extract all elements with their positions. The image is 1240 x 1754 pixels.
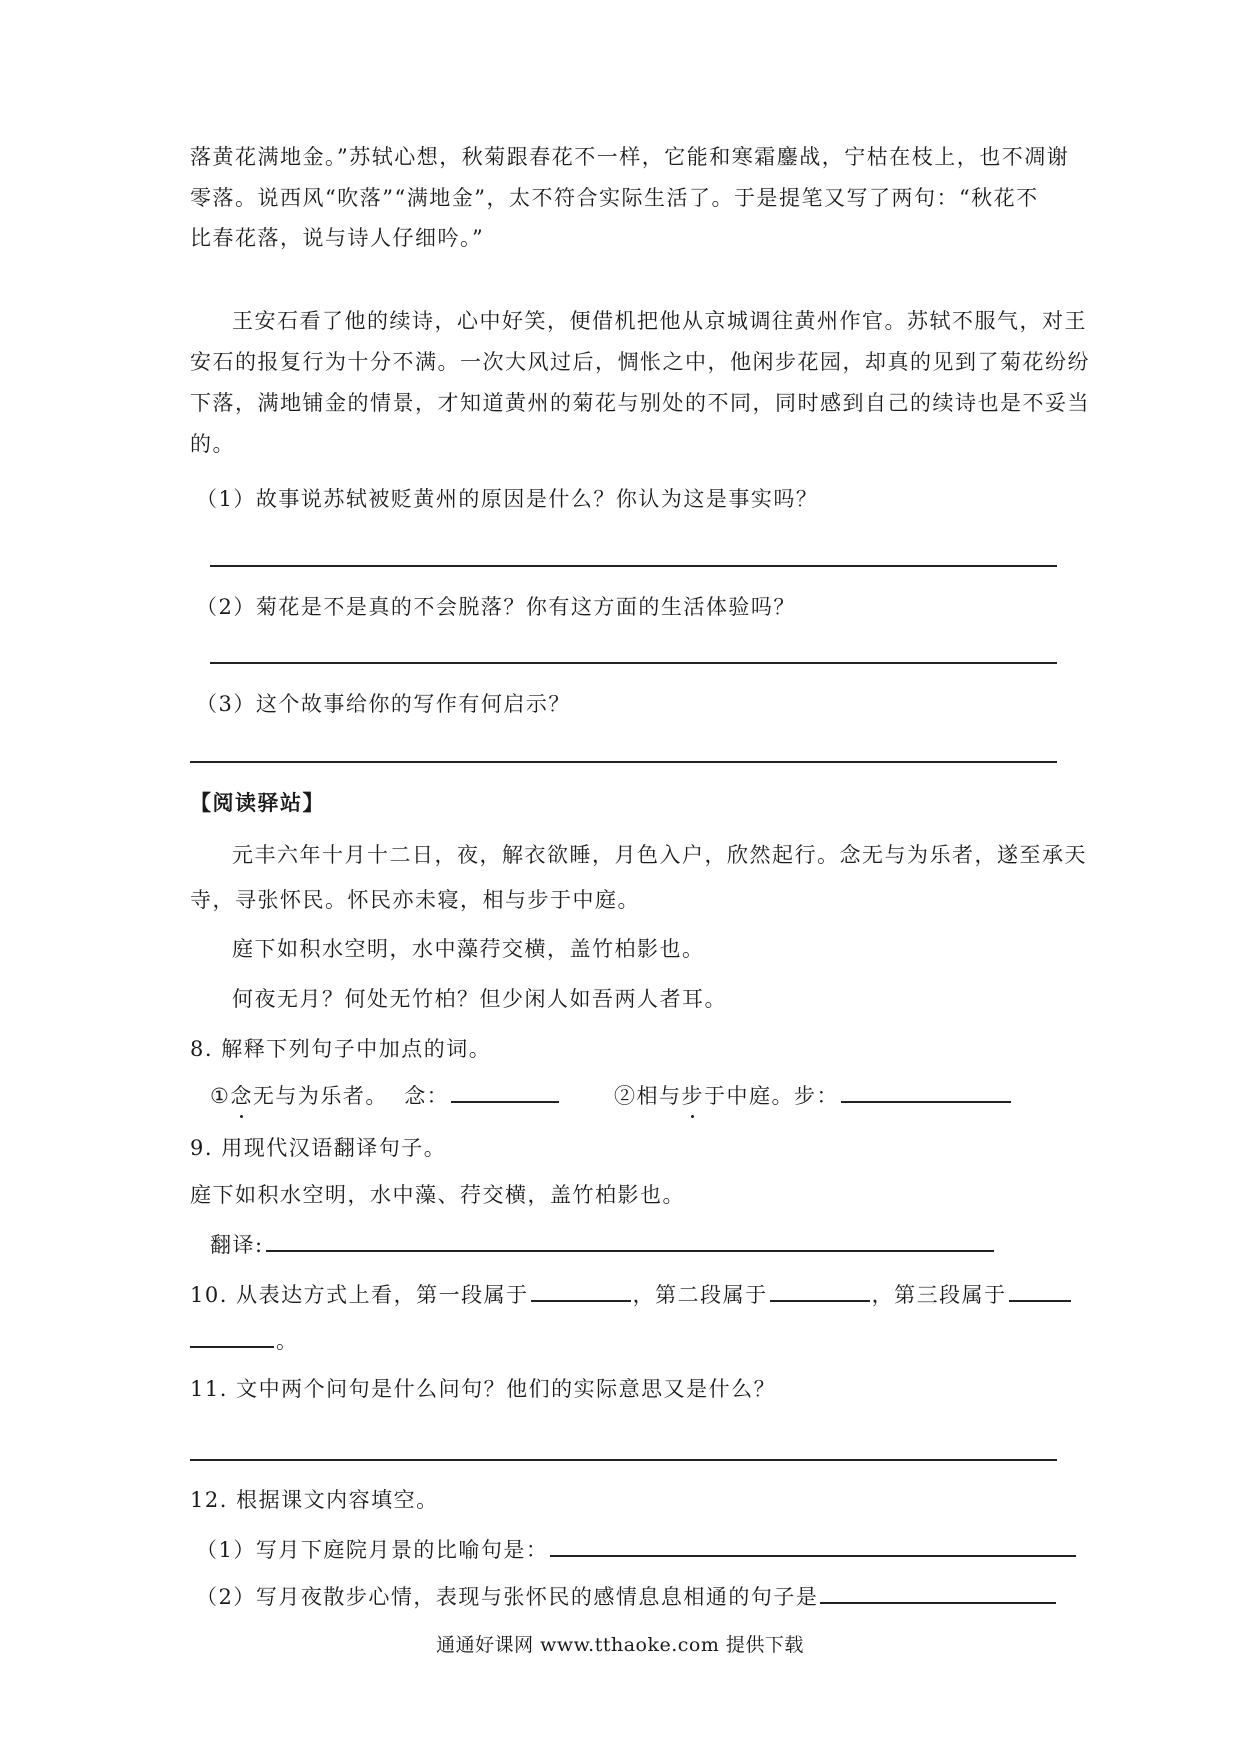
- classical-text-line: 寺，寻张怀民。怀民亦未寝，相与步于中庭。: [190, 888, 640, 912]
- question-text: ，第三段属于: [871, 1283, 1007, 1307]
- story-line: 下落，满地铺金的情景，才知道黄州的菊花与别处的不同，同时感到自己的续诗也是不妥当: [190, 391, 1090, 415]
- answer-line[interactable]: [190, 1459, 1057, 1461]
- story-line: 的。: [190, 432, 235, 456]
- question-text: （1）写月下庭院月景的比喻句是：: [196, 1538, 549, 1562]
- classical-text-line: 庭下如积水空明，水中藻荇交横，盖竹柏影也。: [232, 937, 705, 961]
- dotted-word: 念: [230, 1081, 253, 1111]
- dotted-word: 步: [682, 1081, 705, 1111]
- classical-text-line: 何夜无月？何处无竹柏？但少闲人如吾两人者耳。: [232, 987, 727, 1011]
- question-text: 。: [276, 1329, 299, 1353]
- story-question-3: （3）这个故事给你的写作有何启示？: [196, 692, 571, 716]
- question-11-title: 11. 文中两个问句是什么问句？他们的实际意思又是什么？: [190, 1377, 777, 1401]
- fill-blank[interactable]: [531, 1278, 631, 1302]
- question-text: 10. 从表达方式上看，第一段属于: [190, 1283, 529, 1307]
- fill-blank[interactable]: [266, 1228, 994, 1252]
- story-question-2: （2）菊花是不是真的不会脱落？你有这方面的生活体验吗？: [196, 595, 796, 619]
- section-heading: 【阅读驿站】: [190, 790, 325, 815]
- fill-blank[interactable]: [190, 1324, 274, 1348]
- question-12-title: 12. 根据课文内容填空。: [190, 1488, 439, 1512]
- question-8-title: 8. 解释下列句子中加点的词。: [190, 1037, 492, 1061]
- story-line: 安石的报复行为十分不满。一次大风过后，惆怅之中，他闲步花园，却真的见到了菊花纷纷: [190, 350, 1090, 374]
- item-text: 无与为乐者。: [252, 1084, 388, 1108]
- translate-label: 翻译:: [210, 1233, 264, 1257]
- question-text: ，第二段属于: [632, 1283, 768, 1307]
- question-9-sentence: 庭下如积水空明，水中藻、荇交横，盖竹柏影也。: [190, 1183, 685, 1207]
- item-label: 念：: [404, 1084, 450, 1108]
- fill-blank[interactable]: [841, 1079, 1011, 1103]
- fill-blank[interactable]: [770, 1278, 870, 1302]
- answer-line[interactable]: [210, 565, 1057, 567]
- question-10-continued: [190, 1324, 299, 1356]
- question-8-item-a: [210, 1079, 561, 1111]
- story-line: 落黄花满地金。”苏轼心想，秋菊跟春花不一样，它能和寒霜鏖战，宁枯在枝上，也不凋谢: [190, 145, 1070, 169]
- question-9-title: 9. 用现代汉语翻译句子。: [190, 1136, 447, 1160]
- question-text: （2）写月夜散步心情，表现与张怀民的感情息息相通的句子是: [196, 1585, 819, 1609]
- answer-line[interactable]: [190, 761, 1057, 763]
- page-footer: 通通好课网 www.tthaoke.com 提供下载: [436, 1634, 804, 1656]
- fill-blank[interactable]: [1009, 1278, 1071, 1302]
- item-text: ②相与: [614, 1084, 682, 1108]
- question-12-item-1: [196, 1533, 1078, 1565]
- question-10: [190, 1278, 1073, 1310]
- question-8-item-b: [614, 1079, 1013, 1111]
- story-line: 零落。说西风“吹落”“满地金”，太不符合实际生活了。于是提笔又写了两句：“秋花不: [190, 186, 1039, 210]
- fill-blank[interactable]: [550, 1533, 1076, 1557]
- story-line: 王安石看了他的续诗，心中好笑，便借机把他从京城调往黄州作官。苏轼不服气，对王: [232, 309, 1087, 333]
- question-12-item-2: [196, 1580, 1058, 1612]
- answer-line[interactable]: [210, 662, 1057, 664]
- fill-blank[interactable]: [451, 1079, 559, 1103]
- classical-text-line: 元丰六年十月十二日，夜，解衣欲睡，月色入户，欣然起行。念无与为乐者，遂至承天: [232, 843, 1087, 867]
- fill-blank[interactable]: [820, 1580, 1056, 1604]
- story-question-1: （1）故事说苏轼被贬黄州的原因是什么？你认为这是事实吗？: [196, 487, 819, 511]
- story-line: 比春花落，说与诗人仔细吟。”: [190, 226, 485, 250]
- item-text: 于中庭。步：: [704, 1084, 839, 1108]
- item-marker: ①: [210, 1084, 231, 1108]
- question-9-answer: [210, 1228, 996, 1260]
